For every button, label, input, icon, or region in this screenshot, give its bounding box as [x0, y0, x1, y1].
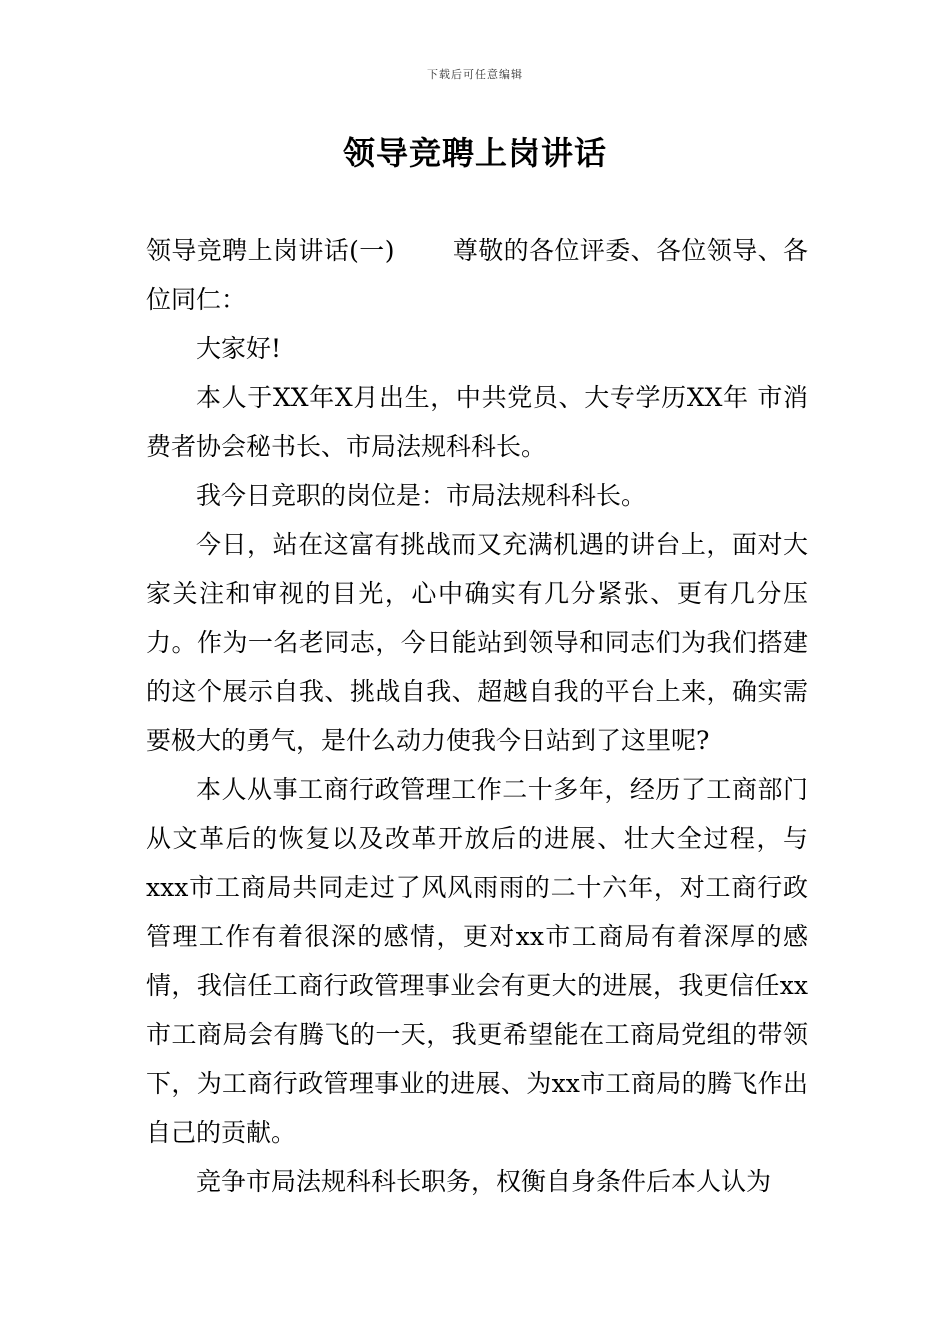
document-body — [146, 226, 808, 1206]
intro-paragraph — [146, 226, 808, 324]
salutation: 尊敬的各位评委、各位领导、各位同仁： — [146, 236, 808, 314]
intro-heading: 领导竞聘上岗讲话(一) — [146, 236, 395, 265]
paragraph-greeting: 大家好! — [196, 334, 282, 363]
paragraph-background: 本人于XX年X月出生，中共党员、大专学历XX年 市消费者协会秘书长、市局法规科科长。 — [146, 383, 808, 461]
header-note: 下载后可任意编辑 — [427, 68, 523, 81]
document-title: 领导竞聘上岗讲话 — [342, 134, 607, 172]
paragraph-position: 我今日竞职的岗位是：市局法规科科长。 — [196, 481, 647, 510]
paragraph-motivation: 今日，站在这富有挑战而又充满机遇的讲台上，面对大家关注和审视的目光，心中确实有几分紧张、更有几分压力。作为一名老同志，今日能站到领导和同志们为我们搭建的这个展示自我、挑战自我、超越自我的平台上来，确实需要极大的勇气，是什么动力使我今日站到了这里呢? — [146, 530, 808, 755]
paragraph-qualification: 竞争市局法规科科长职务，权衡自身条件后本人认为 — [196, 1167, 772, 1196]
paragraph-experience: 本人从事工商行政管理工作二十多年，经历了工商部门从文革后的恢复以及改革开放后的进展、壮大全过程，与xxx市工商局共同走过了风风雨雨的二十六年，对工商行政管理工作有着很深的感情，更对xx市工商局有着深厚的感情，我信任工商行政管理事业会有更大的进展，我更信任xx市工商局会有腾飞的一天，我更希望能在工商局党组的带领下，为工商行政管理事业的进展、为xx市工商局的腾飞作出自己的贡献。 — [146, 775, 808, 1147]
